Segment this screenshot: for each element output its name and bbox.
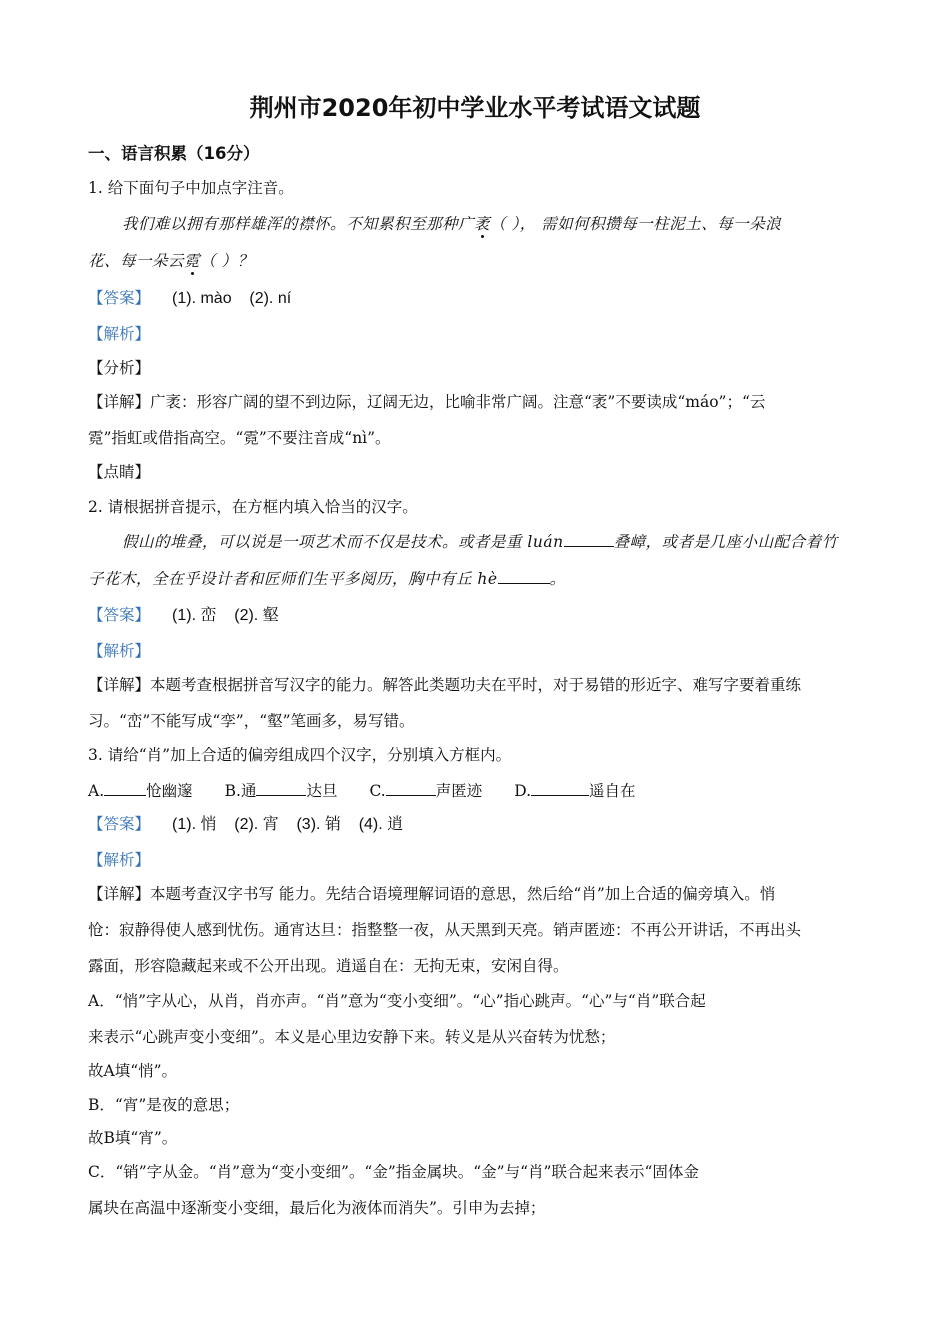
dianjing-label: 【点睛】 <box>88 463 151 481</box>
fill-blank[interactable] <box>256 781 306 796</box>
passage-text: 我们难以拥有那样雄浑的襟怀。不知累积至那种广 <box>122 215 475 233</box>
question-2-detail-1: 【详解】本题考查根据拼音写汉字的能力。解答此类题功夫在平时，对于易错的形近字、难写字要着重练 <box>88 676 802 694</box>
document-title: 荆州市2020年初中学业水平考试语文试题 <box>249 94 701 122</box>
question-1-detail-1: 【详解】广袤：形容广阔的望不到边际，辽阔无边，比喻非常广阔。注意“袤”不要读成“máo”；“云 <box>88 393 766 411</box>
question-3-explain-a-3: 故A填“悄”。 <box>88 1062 178 1080</box>
question-2-answer <box>88 605 279 626</box>
answer-label: 【答案】 <box>88 815 151 833</box>
answer-label: 【答案】 <box>88 606 151 624</box>
dotted-char: 霓 <box>184 252 201 270</box>
option-b-label: B.通 <box>224 782 257 800</box>
answer-text: (1). 悄 (2). 宵 (3). 销 (4). 逍 <box>172 816 404 833</box>
question-3-explain-b-2: 故B填“宵”。 <box>88 1129 178 1147</box>
question-3-answer <box>88 814 403 835</box>
question-1-answer <box>88 288 291 309</box>
question-1-stem: 1. 给下面句子中加点字注音。 <box>88 179 294 197</box>
question-3-detail-2: 怆：寂静得使人感到忧伤。通宵达旦：指整整一夜，从天黑到天亮。销声匿迹：不再公开讲话，不再出头 <box>88 921 802 939</box>
question-3-explain-a-1: A．“悄”字从心，从肖，肖亦声。“肖”意为“变小变细”。“心”指心跳声。“心”与“肖”联合起 <box>88 992 706 1010</box>
passage-text: 假山的堆叠，可以说是一项艺术而不仅是技术。或者是重 luán <box>122 533 564 551</box>
question-1-detail-2: 霓”指虹或借指高空。“霓”不要注音成“nì”。 <box>88 429 391 447</box>
answer-text: (1). mào (2). ní <box>172 290 292 307</box>
fill-blank[interactable] <box>564 532 614 547</box>
fill-blank[interactable] <box>386 781 436 796</box>
question-2-passage-line-1 <box>122 532 838 552</box>
section-heading: 一、语言积累（16分） <box>88 144 260 163</box>
option-c-label: C. <box>369 782 386 800</box>
passage-text: 子花木，全在乎设计者和匠师们生平多阅历，胸中有丘 hè <box>88 570 498 588</box>
question-3-options <box>88 781 636 801</box>
question-1-passage-line-2 <box>88 251 253 271</box>
question-1-passage-line-1 <box>122 214 781 234</box>
fill-blank[interactable] <box>498 569 550 584</box>
passage-text: 叠嶂，或者是几座小山配合着竹 <box>613 533 838 551</box>
passage-text: （ ）， 需如何积攒每一柱泥土、每一朵浪 <box>490 215 782 233</box>
question-2-passage-line-2 <box>88 569 566 589</box>
option-c-text: 声匿迹 <box>435 782 483 800</box>
passage-text: 花、每一朵云 <box>88 252 185 270</box>
question-3-explain-a-2: 来表示“心跳声变小变细”。本义是心里边安静下来。转义是从兴奋转为忧愁； <box>88 1028 616 1046</box>
question-3-detail-3: 露面，形容隐藏起来或不公开出现。逍遥自在：无拘无束，安闲自得。 <box>88 957 569 975</box>
passage-text: 。 <box>549 570 566 588</box>
question-3-stem: 3. 请给“肖”加上合适的偏旁组成四个汉字，分别填入方框内。 <box>88 746 512 764</box>
passage-text: （ ）？ <box>200 252 254 270</box>
option-b-text: 达旦 <box>306 782 338 800</box>
option-d-text: 遥自在 <box>589 782 636 800</box>
answer-label: 【答案】 <box>88 289 151 307</box>
dotted-char: 袤 <box>474 215 491 233</box>
question-3-detail-1: 【详解】本题考查汉字书写 能力。先结合语境理解词语的意思，然后给“肖”加上合适的偏旁填入。悄 <box>88 885 776 903</box>
analysis-label: 【解析】 <box>88 851 151 869</box>
fenxi-label: 【分析】 <box>88 359 151 377</box>
option-a-label: A. <box>88 782 105 800</box>
analysis-label: 【解析】 <box>88 642 151 660</box>
question-2-stem: 2. 请根据拼音提示，在方框内填入恰当的汉字。 <box>88 498 418 516</box>
question-3-explain-b-1: B．“宵”是夜的意思； <box>88 1096 240 1114</box>
fill-blank[interactable] <box>104 781 146 796</box>
analysis-label: 【解析】 <box>88 325 151 343</box>
option-d-label: D. <box>514 782 532 800</box>
fill-blank[interactable] <box>531 781 589 796</box>
question-3-explain-c-1: C．“销”字从金。“肖”意为“变小变细”。“金”指金属块。“金”与“肖”联合起来表示“固体金 <box>88 1163 699 1181</box>
answer-text: (1). 峦 (2). 壑 <box>172 607 279 624</box>
question-3-explain-c-2: 属块在高温中逐渐变小变细，最后化为液体而消失”。引申为去掉； <box>88 1199 546 1217</box>
question-2-detail-2: 习。“峦”不能写成“孪”，“壑”笔画多，易写错。 <box>88 712 415 730</box>
option-a-text: 怆幽邃 <box>146 782 193 800</box>
